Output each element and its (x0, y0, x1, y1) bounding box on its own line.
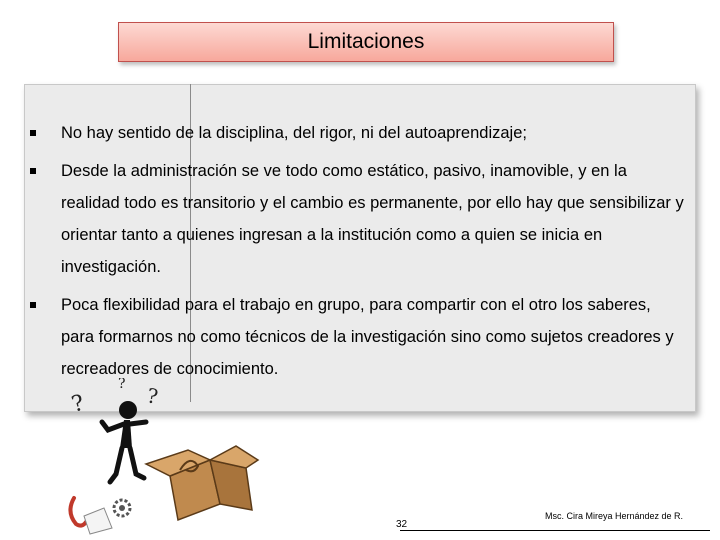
bullet-text: Desde la administración se ve todo como estático, pasivo, inamovible, y en la realidad todo es transitorio y el cambio es permanente, por ello hay que sensibilizar y orientar tanto a quienes ingresan a la institución como a quien se inicia en investigación. (61, 162, 684, 276)
bullet-item (30, 117, 686, 149)
svg-text:?: ? (69, 390, 87, 418)
square-bullet-icon (30, 130, 36, 136)
slide-title: Limitaciones (307, 30, 425, 53)
bullet-item (30, 155, 686, 283)
footer-line (400, 530, 710, 531)
bullet-text: Poca flexibilidad para el trabajo en grupo, para compartir con el otro los saberes, para formarnos no como técnicos de la investigación sino como sujetos creadores y recreadores de conocimiento. (61, 296, 674, 378)
square-bullet-icon (30, 168, 36, 174)
thinking-figure-clipart (60, 378, 300, 540)
bullet-text: No hay sentido de la disciplina, del rigor, ni del autoaprendizaje; (61, 124, 527, 142)
slide-title-box (118, 22, 614, 62)
page-number: 32 (396, 519, 408, 530)
square-bullet-icon (30, 302, 36, 308)
svg-text:?: ? (118, 378, 126, 392)
author-credit: Msc. Cira Mireya Hernández de R. (545, 511, 684, 521)
bullet-list (30, 117, 686, 391)
svg-text:?: ? (145, 383, 160, 409)
bullet-item (30, 289, 686, 385)
